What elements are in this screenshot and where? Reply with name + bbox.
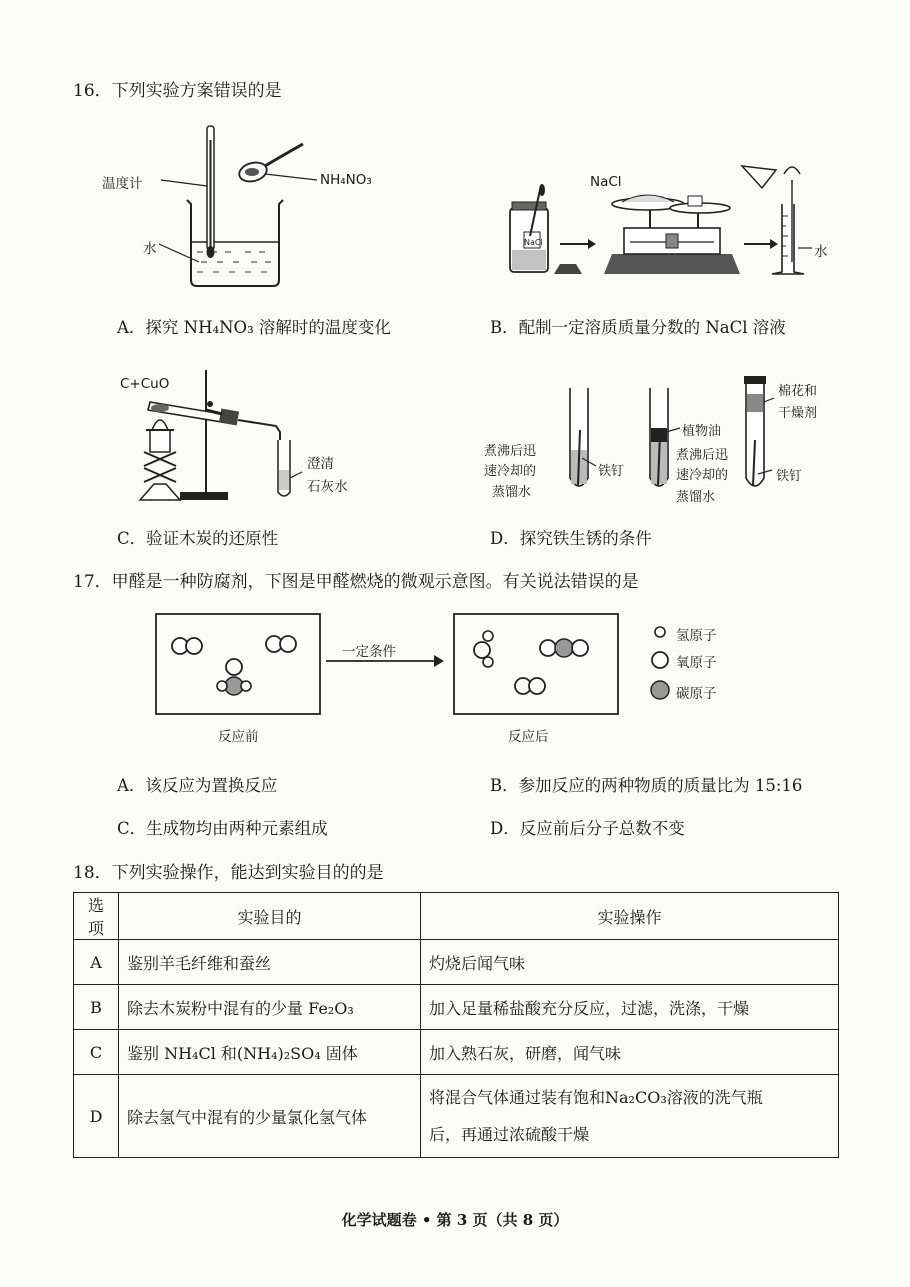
row-d-operation-line-2: 后，再通过浓硫酸干燥 — [429, 1125, 590, 1144]
row-c-purpose: 鉴别 NH₄Cl 和(NH₄)₂SO₄ 固体 — [119, 1030, 421, 1075]
header-purpose: 实验目的 — [119, 893, 421, 940]
q17-title: 17．甲醛是一种防腐剂，下图是甲醛燃烧的微观示意图。有关说法错误的是 — [73, 572, 639, 592]
table-header-row — [74, 893, 839, 940]
label-d-mid-2: 速冷却的 — [676, 468, 729, 483]
table-row — [74, 1030, 839, 1075]
label-before: 反应前 — [218, 729, 259, 745]
label-nacl: NaCl — [590, 174, 622, 190]
legend-hydrogen: 氢原子 — [676, 628, 717, 644]
label-thermometer: 温度计 — [102, 176, 143, 192]
label-limewater-1: 澄清 — [307, 456, 334, 472]
table-row — [74, 1075, 839, 1158]
row-d-option: D — [74, 1075, 119, 1158]
label-condition: 一定条件 — [342, 644, 396, 660]
q17-option-d: D．反应前后分子总数不变 — [490, 819, 685, 838]
row-a-option: A — [74, 940, 119, 985]
row-d-operation-line-1: 将混合气体通过装有饱和Na₂CO₃溶液的洗气瓶 — [429, 1088, 763, 1107]
row-a-purpose: 鉴别羊毛纤维和蚕丝 — [119, 940, 421, 985]
row-c-operation: 加入熟石灰，研磨，闻气味 — [421, 1030, 839, 1075]
label-d-cotton-2: 干燥剂 — [778, 406, 818, 421]
q16-title: 16．下列实验方案错误的是 — [73, 81, 282, 101]
q16-option-c: C．验证木炭的还原性 — [117, 529, 279, 548]
row-a-operation: 灼烧后闻气味 — [421, 940, 839, 985]
q16-option-d: D．探究铁生锈的条件 — [490, 529, 652, 548]
q18-title: 18．下列实验操作，能达到实验目的的是 — [73, 863, 384, 883]
q17-option-b: B．参加反应的两种物质的质量比为 15:16 — [490, 776, 803, 795]
row-b-option: B — [74, 985, 119, 1030]
q18-table — [73, 892, 839, 1158]
label-d-nail-2: 铁钉 — [776, 469, 803, 484]
header-operation: 实验操作 — [421, 893, 839, 940]
label-water-b: 水 — [814, 244, 828, 260]
figure-b-solution-prep — [500, 150, 840, 285]
row-b-operation: 加入足量稀盐酸充分反应，过滤，洗涤，干燥 — [421, 985, 839, 1030]
legend-carbon: 碳原子 — [676, 686, 717, 702]
label-d-left-3: 蒸馏水 — [492, 485, 532, 500]
label-d-mid-3: 蒸馏水 — [676, 490, 716, 505]
label-jar-nacl: NaCl — [524, 238, 543, 247]
label-d-mid-1: 煮沸后迅 — [676, 448, 729, 463]
label-d-cotton-1: 棉花和 — [778, 384, 818, 399]
figure-d-rust-tubes — [540, 370, 790, 510]
label-d-oil: 植物油 — [682, 424, 722, 439]
header-option: 选项 — [74, 893, 119, 940]
row-d-purpose: 除去氢气中混有的少量氯化氢气体 — [119, 1075, 421, 1158]
label-after: 反应后 — [508, 729, 549, 745]
legend-oxygen: 氧原子 — [676, 655, 717, 671]
label-nh4no3: NH₄NO₃ — [320, 172, 372, 188]
page-footer: 化学试题卷 • 第 3 页（共 8 页） — [341, 1211, 569, 1229]
row-c-option: C — [74, 1030, 119, 1075]
row-d-operation — [421, 1075, 839, 1158]
label-d-nail-1: 铁钉 — [598, 464, 625, 479]
label-d-left-2: 速冷却的 — [484, 464, 537, 479]
figure-a-thermometer-setup — [95, 120, 415, 295]
q17-option-c: C．生成物均由两种元素组成 — [117, 819, 328, 838]
label-water-a: 水 — [143, 241, 157, 257]
label-limewater-2: 石灰水 — [307, 479, 348, 495]
table-row — [74, 985, 839, 1030]
q17-option-a: A．该反应为置换反应 — [117, 776, 278, 795]
q16-option-b: B．配制一定溶质质量分数的 NaCl 溶液 — [490, 318, 786, 337]
row-b-purpose: 除去木炭粉中混有的少量 Fe₂O₃ — [119, 985, 421, 1030]
table-row — [74, 940, 839, 985]
q16-option-a: A．探究 NH₄NO₃ 溶解时的温度变化 — [117, 318, 391, 337]
label-c-cuo: C+CuO — [120, 376, 170, 392]
label-d-left-1: 煮沸后迅 — [484, 444, 537, 459]
